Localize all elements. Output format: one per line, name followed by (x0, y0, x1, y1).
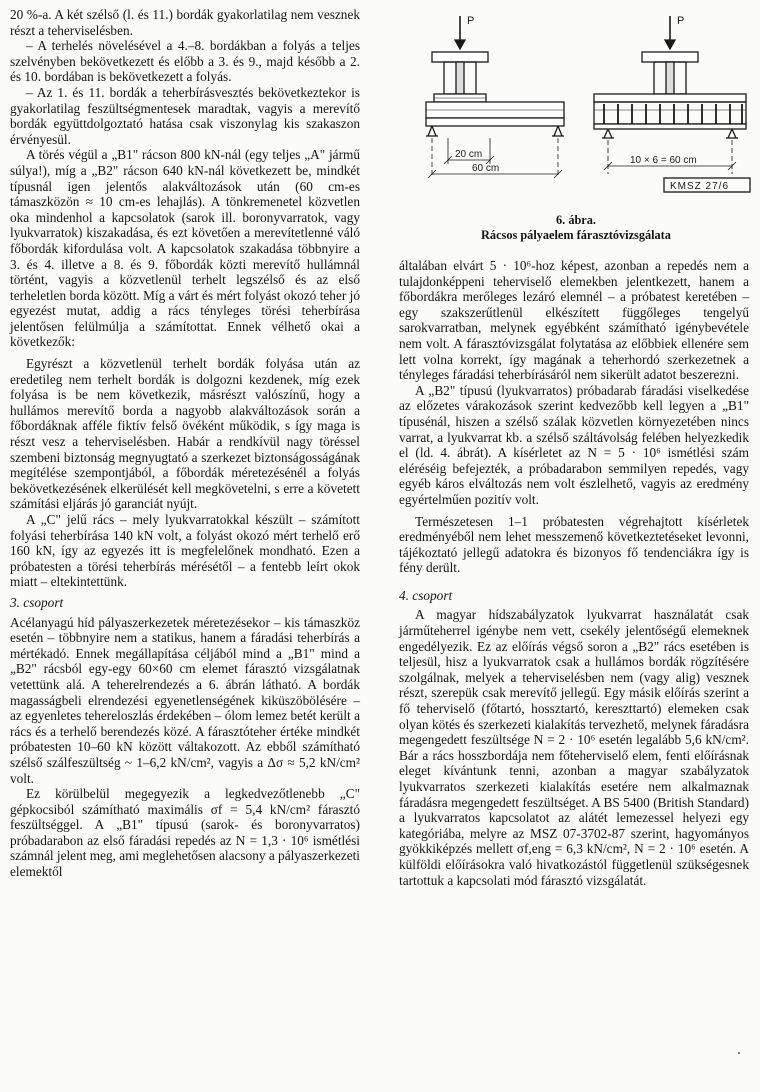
load-label-right: P (677, 15, 685, 27)
paragraph: Egyrészt a közvetlenül terhelt bordák folyása után az eredetileg nem terhelt bordák is dolgozni kezdenek, míg ezek folyása is be nem következik, másrészt valószínű, hogy a hullámos merevítő borda a nagyobb alakváltozások során a főbordáknak afféle fiktív felső övéként működik, s így maga is részt vesz a teherviselésben. Habár a rendkívül nagy töréssel szembeni biztonság megnyugtató a szerkezet biztonságosságának megítélése szempontjából, a főbordák méretezésénél a folyás bekövetkezésének elkerülését kell megkövetelni, s erre a követett számítási eljárás jó garanciát nyújt. (10, 356, 360, 512)
dim-20cm-label: 20 cm (455, 149, 483, 160)
paragraph: Ez körülbelül megegyezik a legkedvezőtlenebb „C" gépkocsiból számítható maximális σf = 5,4 kN/cm² fárasztó feszültséggel. A „B1" típusú (sarok- és boronyvarratos) próbadarabon az első fáradási repedés az N = 1,3 · 10⁶ ismétlési számnál jelent meg, ami meglehetősen alacsony a pályaszerkezeti elemektől (10, 786, 360, 880)
paragraph: – A terhelés növelésével a 4.–8. bordákban a folyás a teljes szelvényben bekövetkezett és előbb a 3. és 9., majd később a 2. és 10. bordában is bekövetkezett a folyás. (10, 38, 360, 85)
figure-number: 6. ábra. (556, 213, 596, 227)
dim-10x6-label: 10 × 6 = 60 cm (630, 155, 697, 166)
fatigue-test-diagram (398, 6, 754, 211)
figure-6 (398, 6, 754, 256)
page-mark (738, 1052, 740, 1054)
paragraph: Természetesen 1–1 próbatesten végrehajtott kísérletek eredményéből nem lehet messzemenő következtetéseket levonni, tájékoztató jellegű adatokra és bizonyos fő tendenciákra így is fény derült. (399, 513, 749, 576)
figure-code-box: KMSZ 27/6 (670, 181, 730, 192)
paragraph: A „B2" típusú (lyukvarratos) próbadarab fáradási viselkedése az előzetes várakozások szerint kedvezőbb kell legyen a „B1" típusénál, hiszen a szélső szálak közvetlen környezetében nincs varrat, a lyukvarrat kb. a szélső száltávolság felében helyezkedik el (ld. 4. ábrát). A kísérletet az N = 5 · 10⁶ ismétlési szám eléréséig befejezték, a próbadarabon semmilyen repedés, vagy egyéb káros elváltozás nem volt észlelhető, vagyis az eredmény egyértelműen pozitív volt. (399, 382, 749, 507)
section-heading-group-3: 3. csoport (10, 594, 64, 610)
dim-60cm-label: 60 cm (472, 163, 500, 174)
figure-title: Rácsos pályaelem fárasztóvizsgálata (481, 228, 671, 242)
left-text-column (10, 7, 360, 880)
paragraph: A „C" jelű rács – mely lyukvarratokkal készült – számított folyási teherbírása 140 kN volt, a folyást okozó mért terhelő erő 160 kN, így az egyezés itt is megfelelőnek mondható. Ezen a próbatesten a törési teherbírás mérésétől – a fentebb leírt okok miatt – eltekintettünk. (10, 512, 360, 590)
load-label-left: P (467, 15, 475, 27)
paragraph: Acélanyagú híd pályaszerkezetek méretezésekor – kis támaszköz esetén – többnyire nem a statikus, hanem a fáradási teherbírás a mértékadó. Ennek megállapítása céljából mind a „B1" mind a „B2" rácsból egy-egy 60×60 cm elemet fárasztó vizsgálatnak vetettünk alá. A teherelrendezés a 6. ábrán látható. A bordák magasságbeli elrendezési egyenetlenségének kiküszöbölésére – az egyenletes tehereloszlás érdekében – ólom lemez betét került a rács és a terhelő berendezés közé. A fárasztóteher értéke mindkét próbatesten 10–60 kN között váltakozott. Az ebből számítható szélső szálfeszültség ~ 1–6,2 kN/cm², vagyis a Δσ ≈ 5,2 kN/cm² volt. (10, 614, 360, 786)
section-heading-group-4: 4. csoport (399, 587, 453, 603)
paragraph: – Az 1. és 11. bordák a teherbírásvesztés bekövetkeztekor is gyakorlatilag feszültségmentesek maradtak, vagyis a merevítő bordák együttdolgoztató hatása csak viszonylag kis szakaszon érvényesül. (10, 84, 360, 147)
right-text-column (399, 258, 749, 888)
paragraph: A magyar hídszabályzatok lyukvarrat használatát csak járműteherrel igénybe nem vett, csekély jelentőségű elemeknek engedélyezik. Ez az előírás végső soron a „B2" rács esetében is teljesül, hisz a lyukvarratok csak a hullámos bordák rögzítésére szolgálnak, melyek a teherviselésben nem (vagy alig) vesznek részt, szerepük csak merevítő jellegű. Egy másik előírás szerint a fő teherviselő (főtartó, hossztartó, kereszttartó) elemeken csak olyan kötés és szerkezeti kialakítás tervezhető, melynek fáradásra megengedett feszültsége N = 2 · 10⁶ esetén legalább 5,6 kN/cm². Bár a rács hosszbordája nem főteherviselő elem, fenti előírásnak eleget kívántunk tenni, azonban a magyar szabályzatok lyukvarratos szerkezeti kialakítás esetére nem alkalmaznak fáradásra megengedett feszültséget. A BS 5400 (British Standard) a lyukvarratos kapcsolatot az alátét lemezessel helyezi egy kategóriába, melyre az MSZ 07-3702-87 szerint, hagyományos gyökkiképzés mellett σf,eng = 6,3 kN/cm², N = 2 · 10⁶ esetén. A külföldi előírásokra való hivatkozástól függetlenül szükségesnek tartottuk a kapcsolati mód fárasztó vizsgálatát. (399, 607, 749, 888)
paragraph: általában elvárt 5 · 10⁶-hoz képest, azonban a repedés nem a tulajdonképpeni teherviselő elemekben jelentkezett, hanem a főbordákra merőleges lezáró elemnél – a próbatest keretében – egy szakszerűtlenül elkészített függőleges tengelyű sarokvarratban, melynek egyébként számítható igénybevétele nem volt. A fárasztóvizsgálat folytatása az előbbiek ellenére sem lett volna korrekt, így magának a teherhordó szerkezetnek a tényleges fáradási teherbírásáról nem sikerült adatot beszerezni. (399, 258, 749, 383)
paragraph: 20 %-a. A két szélső (l. és 11.) bordák gyakorlatilag nem vesznek részt a teherviselésben. (10, 7, 360, 38)
paragraph: A törés végül a „B1" rácson 800 kN-nál (egy teljes „A" jármű súlya!), míg a „B2" rácson 640 kN-nál következett be, mindkét típusnál igen jelentős alakváltozások után (60 cm-es támaszközön ≈ 10 cm-es lehajlás). A tönkremenetel közvetlen oka mindenhol a kapcsolatok (sarok ill. boronyvarratok, vagy lyukvarratok) kiszakadása, és ezt követően a merevítetlenné váló főbordák kifordulása volt. A kapcsolatok szakadása többnyire a 3. és 4. illetve a 8. és 9. főbordák közti merevítő hullámnál történt, vagyis a közvetlenül terhelt legszélső és az első terheletlen borda között. Míg a várt és mért folyást okozó teher jó egyezést mutat, addig a rács tényleges törési teherbírása jelentősen felülmúlja a számítottat. Ennek vélhető okai a következők: (10, 147, 360, 350)
